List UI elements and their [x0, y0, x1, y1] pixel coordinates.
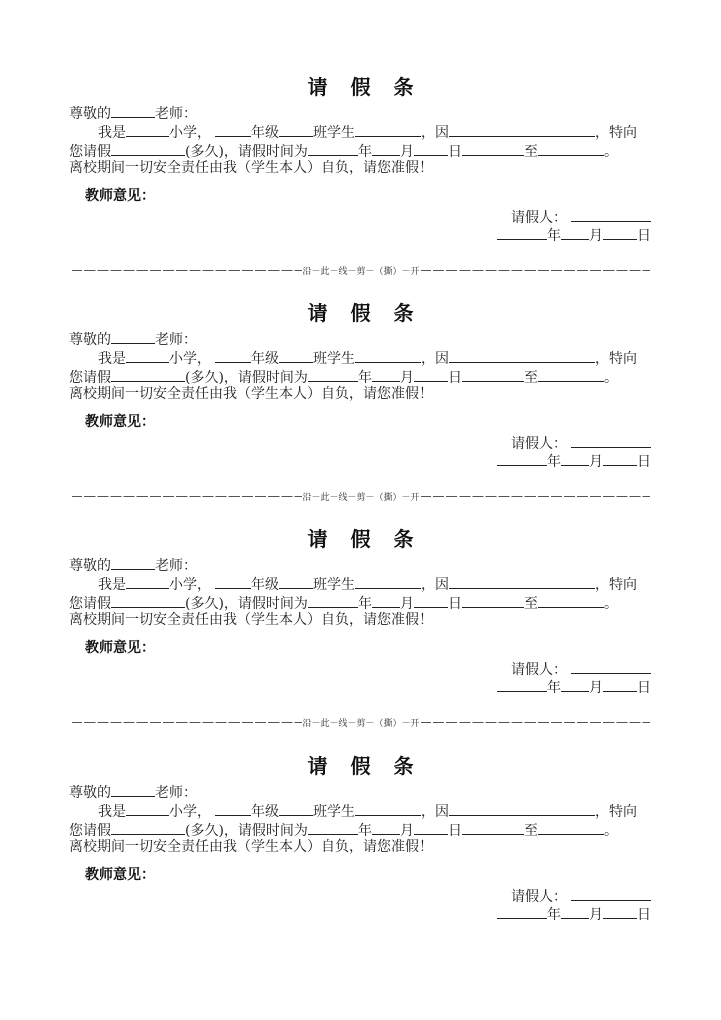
cut-line-label: 沿－此－线－剪－（撕）－开: [302, 492, 420, 503]
applicant-signature-blank[interactable]: [571, 432, 651, 448]
cut-line-label: 沿－此－线－剪－（撕）－开: [302, 718, 420, 729]
label-school: 小学，: [169, 804, 211, 820]
label-i-am: 我是: [98, 577, 126, 593]
start-day-blank[interactable]: [414, 592, 448, 608]
label-year: 年: [357, 823, 372, 839]
leave-slip-3: [0, 525, 721, 751]
teacher-name-blank[interactable]: [111, 328, 155, 344]
teacher-name-blank[interactable]: [111, 554, 155, 570]
cut-line-dash-right: [421, 270, 651, 271]
salutation-suffix: 老师：: [155, 785, 197, 801]
label-school: 小学，: [169, 351, 211, 367]
school-blank[interactable]: [126, 800, 169, 816]
applicant-signature-blank[interactable]: [571, 658, 651, 674]
applicant-label: 请假人：: [511, 436, 567, 452]
label-grade: 年级: [251, 804, 279, 820]
salutation-prefix: 尊敬的: [69, 332, 111, 348]
start-year-blank[interactable]: [308, 592, 358, 608]
label-year: 年: [547, 454, 561, 470]
label-duration-time: (多久)，请假时间为: [185, 596, 308, 612]
sign-month-blank[interactable]: [561, 450, 589, 466]
sign-day-blank[interactable]: [603, 903, 637, 919]
label-period: 。: [603, 144, 618, 160]
label-because: ，因: [421, 804, 449, 820]
label-day: 日: [447, 596, 462, 612]
salutation-suffix: 老师：: [155, 332, 197, 348]
slip-title: 请 假 条: [307, 301, 422, 325]
reason-blank[interactable]: [449, 800, 595, 816]
label-school: 小学，: [169, 125, 211, 141]
label-day: 日: [637, 907, 651, 923]
class-blank[interactable]: [279, 573, 313, 589]
class-blank[interactable]: [279, 800, 313, 816]
applicant-label: 请假人：: [511, 889, 567, 905]
label-day: 日: [637, 454, 651, 470]
label-duration-time: (多久)，请假时间为: [185, 823, 308, 839]
label-period: 。: [603, 596, 618, 612]
label-day: 日: [447, 370, 462, 386]
start-month-blank[interactable]: [372, 592, 400, 608]
cut-line: [72, 263, 650, 277]
start-day-blank[interactable]: [414, 366, 448, 382]
cut-line-dash-right: [421, 496, 651, 497]
sign-day-blank[interactable]: [603, 676, 637, 692]
signature-date-line: [497, 903, 651, 925]
label-year: 年: [547, 680, 561, 696]
cut-line-label: 沿－此－线－剪－（撕）－开: [302, 266, 420, 277]
start-time-blank[interactable]: [462, 140, 524, 156]
grade-blank[interactable]: [215, 800, 251, 816]
applicant-signature-blank[interactable]: [571, 206, 651, 222]
label-month: 月: [589, 454, 603, 470]
end-date-blank[interactable]: [538, 592, 604, 608]
sign-year-blank[interactable]: [497, 224, 547, 240]
label-class-student: 班学生: [313, 577, 355, 593]
label-to: 至: [523, 370, 538, 386]
signature-date-line: [497, 450, 651, 472]
sign-day-blank[interactable]: [603, 224, 637, 240]
label-month: 月: [399, 596, 414, 612]
label-day: 日: [637, 680, 651, 696]
cut-line: [72, 489, 650, 503]
label-because: ，因: [421, 351, 449, 367]
duration-blank[interactable]: [111, 592, 185, 608]
applicant-signature-blank[interactable]: [571, 885, 651, 901]
salutation-suffix: 老师：: [155, 558, 197, 574]
label-month: 月: [399, 144, 414, 160]
salutation-suffix: 老师：: [155, 106, 197, 122]
slip-title: 请 假 条: [307, 754, 422, 778]
end-date-blank[interactable]: [538, 819, 604, 835]
label-class-student: 班学生: [313, 804, 355, 820]
grade-blank[interactable]: [215, 573, 251, 589]
cut-line-dash-right: [421, 722, 651, 723]
label-to: 至: [523, 144, 538, 160]
label-month: 月: [399, 823, 414, 839]
duration-blank[interactable]: [111, 366, 185, 382]
school-blank[interactable]: [126, 347, 169, 363]
cut-line-dash-left: [72, 722, 302, 723]
start-time-blank[interactable]: [462, 592, 524, 608]
label-year: 年: [357, 596, 372, 612]
salutation-prefix: 尊敬的: [69, 785, 111, 801]
label-day: 日: [447, 144, 462, 160]
start-time-blank[interactable]: [462, 819, 524, 835]
label-therefore: ，特向: [595, 804, 637, 820]
label-therefore: ，特向: [595, 577, 637, 593]
label-request-leave: 您请假: [69, 823, 111, 839]
end-date-blank[interactable]: [538, 366, 604, 382]
label-month: 月: [399, 370, 414, 386]
label-year: 年: [357, 370, 372, 386]
teacher-opinion-label: 教师意见：: [85, 188, 155, 204]
signature-date-line: [497, 224, 651, 246]
label-grade: 年级: [251, 351, 279, 367]
label-period: 。: [603, 823, 618, 839]
teacher-opinion-label: 教师意见：: [85, 640, 155, 656]
label-because: ，因: [421, 125, 449, 141]
label-to: 至: [523, 823, 538, 839]
label-i-am: 我是: [98, 351, 126, 367]
responsibility-line: 离校期间一切安全责任由我（学生本人）自负，请您准假！: [69, 160, 433, 176]
cut-line-dash-left: [72, 496, 302, 497]
label-year: 年: [547, 228, 561, 244]
school-blank[interactable]: [126, 121, 169, 137]
label-year: 年: [357, 144, 372, 160]
label-to: 至: [523, 596, 538, 612]
leave-slip-1: [0, 73, 721, 299]
duration-blank[interactable]: [111, 140, 185, 156]
salutation-prefix: 尊敬的: [69, 106, 111, 122]
label-month: 月: [589, 680, 603, 696]
reason-blank[interactable]: [449, 573, 595, 589]
label-year: 年: [547, 907, 561, 923]
cut-line-dash-left: [72, 270, 302, 271]
label-request-leave: 您请假: [69, 144, 111, 160]
sign-year-blank[interactable]: [497, 903, 547, 919]
responsibility-line: 离校期间一切安全责任由我（学生本人）自负，请您准假！: [69, 386, 433, 402]
school-blank[interactable]: [126, 573, 169, 589]
label-school: 小学，: [169, 577, 211, 593]
sign-year-blank[interactable]: [497, 450, 547, 466]
end-date-blank[interactable]: [538, 140, 604, 156]
start-day-blank[interactable]: [414, 819, 448, 835]
student-name-blank[interactable]: [355, 800, 421, 816]
applicant-label: 请假人：: [511, 210, 567, 226]
sign-month-blank[interactable]: [561, 224, 589, 240]
salutation-prefix: 尊敬的: [69, 558, 111, 574]
sign-month-blank[interactable]: [561, 903, 589, 919]
slip-title: 请 假 条: [307, 75, 422, 99]
responsibility-line: 离校期间一切安全责任由我（学生本人）自负，请您准假！: [69, 612, 433, 628]
start-month-blank[interactable]: [372, 366, 400, 382]
student-name-blank[interactable]: [355, 121, 421, 137]
label-request-leave: 您请假: [69, 596, 111, 612]
grade-blank[interactable]: [215, 347, 251, 363]
cut-line: [72, 715, 650, 729]
label-day: 日: [637, 228, 651, 244]
start-year-blank[interactable]: [308, 140, 358, 156]
label-therefore: ，特向: [595, 125, 637, 141]
sign-day-blank[interactable]: [603, 450, 637, 466]
applicant-label: 请假人：: [511, 662, 567, 678]
label-period: 。: [603, 370, 618, 386]
label-class-student: 班学生: [313, 125, 355, 141]
class-blank[interactable]: [279, 121, 313, 137]
label-grade: 年级: [251, 125, 279, 141]
sign-month-blank[interactable]: [561, 676, 589, 692]
class-blank[interactable]: [279, 347, 313, 363]
teacher-opinion-label: 教师意见：: [85, 867, 155, 883]
label-month: 月: [589, 228, 603, 244]
label-duration-time: (多久)，请假时间为: [185, 144, 308, 160]
signature-date-line: [497, 676, 651, 698]
label-therefore: ，特向: [595, 351, 637, 367]
teacher-name-blank[interactable]: [111, 102, 155, 118]
reason-blank[interactable]: [449, 121, 595, 137]
leave-slip-2: [0, 299, 721, 525]
label-i-am: 我是: [98, 125, 126, 141]
label-because: ，因: [421, 577, 449, 593]
label-i-am: 我是: [98, 804, 126, 820]
teacher-name-blank[interactable]: [111, 781, 155, 797]
label-day: 日: [447, 823, 462, 839]
reason-blank[interactable]: [449, 347, 595, 363]
start-month-blank[interactable]: [372, 140, 400, 156]
label-duration-time: (多久)，请假时间为: [185, 370, 308, 386]
label-grade: 年级: [251, 577, 279, 593]
student-name-blank[interactable]: [355, 347, 421, 363]
label-month: 月: [589, 907, 603, 923]
leave-slip-4: [0, 752, 721, 978]
responsibility-line: 离校期间一切安全责任由我（学生本人）自负，请您准假！: [69, 839, 433, 855]
start-day-blank[interactable]: [414, 140, 448, 156]
sign-year-blank[interactable]: [497, 676, 547, 692]
label-request-leave: 您请假: [69, 370, 111, 386]
student-name-blank[interactable]: [355, 573, 421, 589]
start-year-blank[interactable]: [308, 366, 358, 382]
slip-title: 请 假 条: [307, 527, 422, 551]
duration-blank[interactable]: [111, 819, 185, 835]
start-month-blank[interactable]: [372, 819, 400, 835]
start-year-blank[interactable]: [308, 819, 358, 835]
label-class-student: 班学生: [313, 351, 355, 367]
grade-blank[interactable]: [215, 121, 251, 137]
teacher-opinion-label: 教师意见：: [85, 414, 155, 430]
start-time-blank[interactable]: [462, 366, 524, 382]
